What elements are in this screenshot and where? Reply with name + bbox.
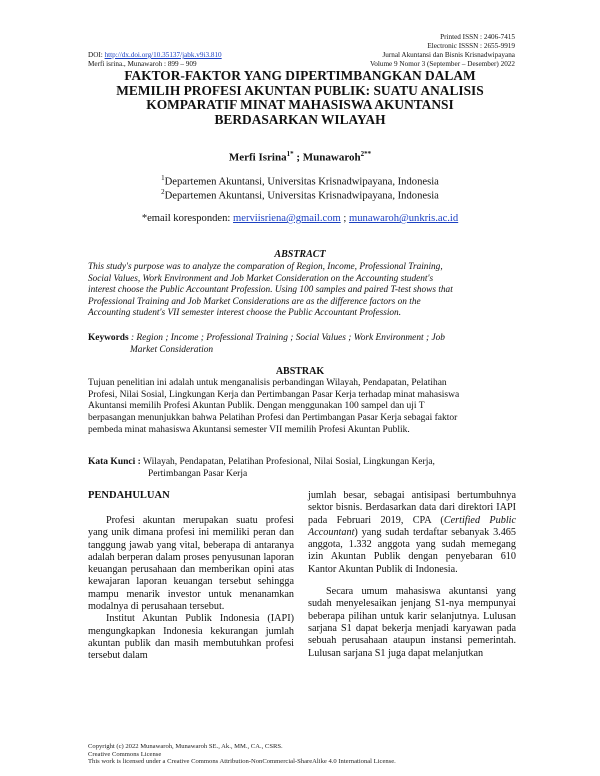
abstract-heading: ABSTRACT: [274, 249, 326, 260]
abstract-line: interest choose the Public Accountant Profession. Using 100 samples and paired T-test shows that: [88, 285, 453, 295]
affiliation-2: [0, 186, 600, 203]
kata-kunci-line-1: Wilayah, Pendapatan, Pelatihan Profesional, Nilai Sosial, Lingkungan Kerja,: [140, 457, 435, 467]
email-link-2[interactable]: munawaroh@unkris.ac.id: [348, 213, 459, 224]
issn-print: Printed ISSN : 2406-7415: [440, 33, 515, 41]
author-separator: ;: [293, 151, 303, 164]
affiliation-text: Departemen Akuntansi, Universitas Krisnadwipayana, Indonesia: [164, 176, 439, 188]
kata-kunci-line-2: Pertimbangan Pasar Kerja: [148, 468, 248, 479]
title-line: KOMPARATIF MINAT MAHASISWA AKUNTANSI: [146, 97, 454, 113]
email-line: [0, 213, 600, 224]
footer: [88, 743, 396, 766]
keywords-line-2: Market Consideration: [130, 344, 214, 355]
title-line: BERDASARKAN WILAYAH: [214, 111, 386, 127]
abstract-line: This study's purpose was to analyze the comparation of Region, Income, Professional Training,: [88, 262, 443, 272]
title-line: FAKTOR-FAKTOR YANG DIPERTIMBANGKAN DALAM: [124, 68, 476, 83]
abstrak-line: pembeda minat mahasiswa Akuntansi semester VII memilih Profesi Akuntan Publik.: [88, 424, 410, 435]
section-title: PENDAHULUAN: [88, 490, 170, 501]
kata-kunci: [88, 457, 516, 480]
kata-kunci-label: Kata Kunci :: [88, 457, 141, 467]
keywords-label: Keywords: [88, 333, 129, 343]
doi-line: [88, 51, 222, 60]
keywords-line-1: : Region ; Income ; Professional Training ; Social Values ; Work Environment ; Job: [128, 333, 445, 343]
keywords: [88, 333, 516, 356]
abstract-body: [88, 262, 516, 320]
paper-title: [60, 69, 540, 127]
email-separator: ;: [340, 213, 349, 224]
doi-label: DOI:: [88, 51, 105, 59]
affiliation-sup: 1: [161, 174, 165, 182]
abstract-line: Social Values, Work Environment and Job Market Consideration on the Accounting student's: [88, 273, 434, 284]
author-1: Merfi Isrina: [228, 151, 287, 164]
license-label[interactable]: Creative Commons License: [88, 750, 162, 758]
journal-name: Jurnal Akuntansi dan Bisnis Krisnadwipayana: [382, 51, 515, 59]
paragraph-text: ) yang sudah terdaftar sebanyak 3.465 anggota, 1.332 anggota yang sudah memegang izin Akuntan Publik dengan penyebaran 610 Kantor Akuntan Publik di Indonesia.: [308, 526, 516, 575]
issn-electronic: Electronic ISSSN : 2655-9919: [427, 42, 515, 50]
abstrak-line: Profesi, Nilai Sosial, Lingkungan Kerja dan Pertimbangan Pasar Kerja terhadap minat mahasiswa: [88, 389, 460, 400]
copyright-line: Copyright (c) 2022 Munawaroh, Munawaroh SE., Ak., MM., CA., CSRS.: [88, 743, 283, 750]
title-line: MEMILIH PROFESI AKUNTAN PUBLIK: SUATU ANALISIS: [116, 82, 484, 98]
paragraph: Profesi akuntan merupakan suatu profesi yang unik dimana profesi ini memiliki peran dan tanggung jawab yang vital, beberapa di antaranya adalah berperan dalam proses penyusunan laporan keuangan perusahaan dan memberikan opini atas kewajaran laporan keuangan tersebut sehingga mampu menarik investor untuk menanamkan modalnya di perusahaan tersebut.: [88, 515, 294, 613]
doi-link[interactable]: http://dx.doi.org/10.35137/jabk.v9i3.810: [104, 51, 222, 59]
abstrak-line: Tujuan penelitian ini adalah untuk menganalisis perbandingan Wilayah, Pendapatan, Pelatihan: [88, 378, 447, 388]
paragraph: [308, 490, 516, 576]
license-text: This work is licensed under a Creative Commons Attribution-NonCommercial-ShareAlike 4.0 International License.: [88, 758, 396, 766]
abstract-line: Professional Training and Job Market Considerations are as the difference factors on the: [88, 296, 421, 307]
paragraph: Secara umum mahasiswa akuntansi yang sudah menyelesaikan jenjang S1-nya mempunyai beberapa pilihan untuk karir selanjutnya. Lulusan sarjana S1 dapat bekerja menjadi karyawan pada sebuah perusahaan ataupun instansi pemerintah. Lulusan sarjana S1 juga dapat melanjutkan: [308, 586, 516, 659]
email-label: *email koresponden:: [141, 213, 234, 224]
abstrak-line: Akuntansi memilih Profesi Akuntan Publik. Dengan menggunakan 100 sampel dan uji T: [88, 401, 425, 412]
right-column: [308, 490, 516, 660]
affiliation-text: Departemen Akuntansi, Universitas Krisnadwipayana, Indonesia: [164, 190, 439, 202]
authors: [0, 150, 600, 164]
abstract-line: Accounting student's VII semester interest choose the Public Accountant Profession.: [88, 308, 402, 318]
left-column: [88, 515, 294, 663]
paragraph: Institut Akuntan Publik Indonesia (IAPI) mengungkapkan Indonesia kekurangan jumlah akuntan publik dan masih membutuhkan profesi tersebut dalam: [88, 613, 294, 662]
volume-info: Volume 9 Nomor 3 (September – Desember) 2022: [370, 60, 515, 68]
abstrak-body: [88, 378, 516, 437]
email-link-1[interactable]: merviisriena@gmail.com: [233, 213, 341, 224]
affiliation-sup: 2: [161, 188, 165, 196]
author-short: Merfi isrina., Munawaroh : 899 – 909: [88, 60, 197, 68]
author-2-sup: 2**: [360, 150, 372, 158]
author-1-sup: 1*: [286, 150, 294, 158]
abstrak-heading: ABSTRAK: [275, 366, 325, 377]
author-2: Munawaroh: [302, 151, 361, 164]
paragraph-text: jumlah besar, sebagai antisipasi bertumbuhnya sektor bisnis. Berdasarkan data dari direktori IAPI pada Februari 2019, CPA (: [308, 490, 516, 526]
abstrak-line: berpasangan menunjukkan bahwa Pelatihan Profesi dan Pertimbangan Pasar Kerja sebagai faktor: [88, 413, 458, 424]
paragraph-italic: Certified Public Accountant: [308, 514, 516, 538]
